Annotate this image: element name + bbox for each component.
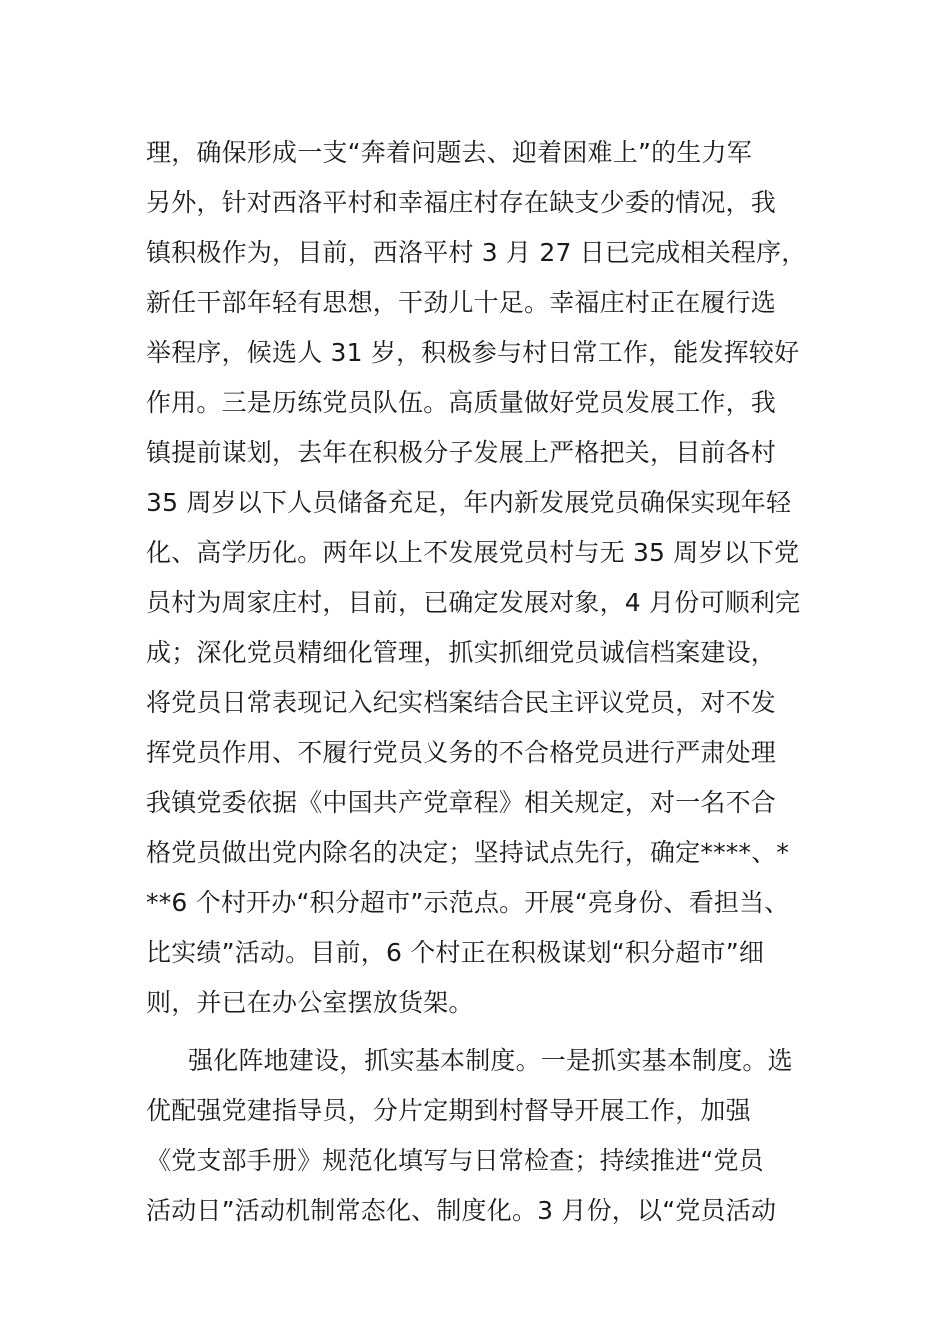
body-text xyxy=(146,128,846,1236)
paragraph-first-line: 强化阵地建设，抓实基本制度。一是抓实基本制度。选 xyxy=(188,1046,793,1075)
text-line: 成；深化党员精细化管理，抓实抓细党员诚信档案建设， xyxy=(146,638,777,667)
paragraph-gap xyxy=(146,1028,846,1036)
text-line: 作用。三是历练党员队伍。高质量做好党员发展工作，我 xyxy=(146,388,777,417)
text-line: 化、高学历化。两年以上不发展党员村与无 35 周岁以下党 xyxy=(146,538,800,567)
text-line: 举程序，候选人 31 岁，积极参与村日常工作，能发挥较好 xyxy=(146,338,800,367)
text-line: 活动日”活动机制常态化、制度化。3 月份，以“党员活动 xyxy=(146,1196,777,1225)
text-line: **6 个村开办“积分超市”示范点。开展“亮身份、看担当、 xyxy=(146,888,790,917)
text-line: 员村为周家庄村，目前，已确定发展对象，4 月份可顺利完 xyxy=(146,588,801,617)
text-line: 新任干部年轻有思想，干劲儿十足。幸福庄村正在履行选 xyxy=(146,288,777,317)
text-line: 优配强党建指导员，分片定期到村督导开展工作，加强 xyxy=(146,1096,751,1125)
text-line: 挥党员作用、不履行党员义务的不合格党员进行严肃处理 xyxy=(146,738,777,767)
text-line: 将党员日常表现记入纪实档案结合民主评议党员，对不发 xyxy=(146,688,777,717)
text-line: 35 周岁以下人员储备充足，年内新发展党员确保实现年轻 xyxy=(146,488,792,517)
text-line: 镇积极作为，目前，西洛平村 3 月 27 日已完成相关程序， xyxy=(146,238,807,267)
text-line: 则，并已在办公室摆放货架。 xyxy=(146,988,474,1017)
text-line: 格党员做出党内除名的决定；坚持试点先行，确定****、* xyxy=(146,838,790,867)
text-line: 另外，针对西洛平村和幸福庄村存在缺支少委的情况，我 xyxy=(146,188,777,217)
text-line: 理，确保形成一支“奔着问题去、迎着困难上”的生力军 xyxy=(146,138,752,167)
text-line: 镇提前谋划，去年在积极分子发展上严格把关，目前各村 xyxy=(146,438,777,467)
text-line: 《党支部手册》规范化填写与日常检查；持续推进“党员 xyxy=(146,1146,764,1175)
text-line: 我镇党委依据《中国共产党章程》相关规定，对一名不合 xyxy=(146,788,777,817)
text-line: 比实绩”活动。目前，6 个村正在积极谋划“积分超市”细 xyxy=(146,938,765,967)
